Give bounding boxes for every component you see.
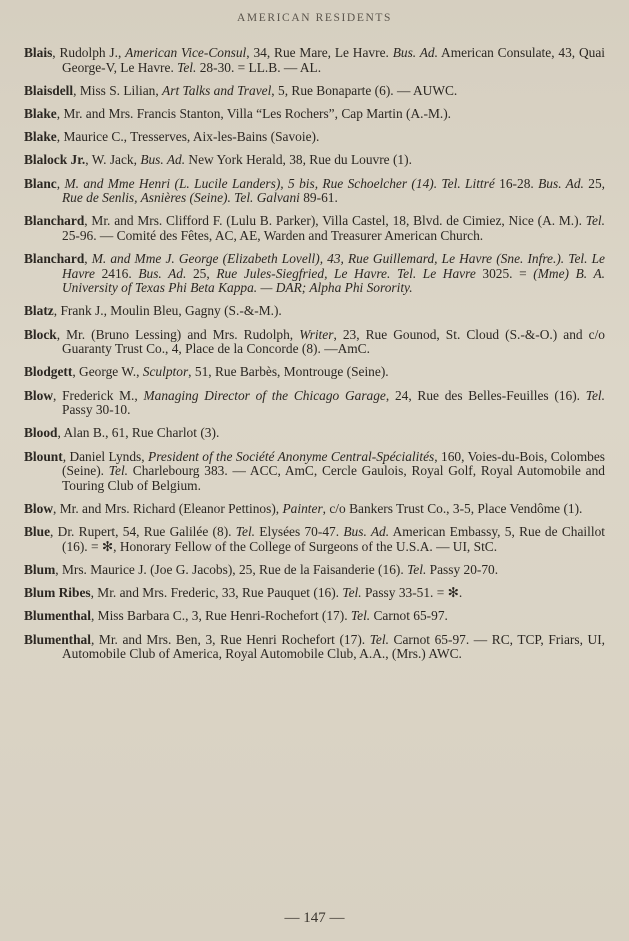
entry-italic-text: M. and Mme J. George (Elizabeth Lovell), 43, Rue Guillemard, Le Havre (Sne. Infre.). Tel. Le Havre xyxy=(62,251,605,281)
entry-italic-text: Tel. xyxy=(585,213,605,229)
entry-text: 2416. xyxy=(94,265,139,281)
entry-italic-text: Tel. xyxy=(108,463,129,479)
entry-italic-text: Tel. xyxy=(350,608,371,624)
entry-text: , Dr. Rupert, 54, Rue Galilée (8). xyxy=(50,524,236,540)
entry-surname: Blais xyxy=(24,45,53,60)
directory-entry xyxy=(24,365,605,380)
entry-text: , Mrs. Maurice J. (Joe G. Jacobs), 25, Rue de la Faisanderie (16). xyxy=(55,561,408,577)
entry-text: , Miss Barbara C., 3, Rue Henri-Rochefort (17). xyxy=(90,608,351,624)
entry-text: , Mr. and Mrs. Frederic, 33, Rue Pauquet (16). xyxy=(90,585,343,601)
directory-entry xyxy=(24,609,605,624)
entry-text: , xyxy=(56,175,65,191)
entry-italic-text: Rue de Senlis, Asnières (Seine). Tel. Galvani xyxy=(62,190,300,206)
entry-italic-text: Bus. Ad. xyxy=(538,175,584,191)
entry-italic-text: Art Talks and Travel xyxy=(162,82,272,98)
directory-entry xyxy=(24,525,605,554)
entry-surname: Blodgett xyxy=(24,364,73,380)
entry-text: Passy 20-70. xyxy=(426,561,499,577)
entry-italic-text: Sculptor xyxy=(142,364,189,380)
directory-entry xyxy=(24,84,605,99)
entry-text: New York Herald, 38, Rue du Louvre (1). xyxy=(185,152,412,168)
entry-text: American Embassy, 5, Rue de Chaillot (16). = ✻, Honorary Fellow of the College of Surgeons of the U.S.A. — UI, StC. xyxy=(62,524,605,554)
entry-text: 28-30. = LL.B. — AL. xyxy=(196,59,322,75)
entry-text: , 34, Rue Mare, Le Havre. xyxy=(246,45,393,60)
entry-surname: Blumenthal xyxy=(24,608,91,624)
entry-surname: Blow xyxy=(24,500,54,516)
directory-entry xyxy=(24,107,605,122)
entry-italic-text: Tel. xyxy=(369,631,389,647)
entry-text: 3025. = xyxy=(475,265,534,281)
entry-text: , 160, Voies-du-Bois, Colombes (Seine). xyxy=(62,448,606,479)
entry-text: , Mr. and Mrs. Ben, 3, Rue Henri Rochefort (17). xyxy=(90,631,370,647)
entry-text: , Maurice C., Tresserves, Aix-les-Bains (Savoie). xyxy=(56,129,320,145)
entry-italic-text: Tel. xyxy=(342,585,362,601)
running-head: AMERICAN RESIDENTS xyxy=(237,12,392,24)
entry-text: , 23, Rue Gounod, St. Cloud (S.-&-O.) and c/o Guaranty Trust Co., 4, Place de la Concorde (8). —AmC. xyxy=(62,326,605,357)
entry-surname: Block xyxy=(24,326,57,342)
entry-surname: Blount xyxy=(24,448,63,464)
entry-text: 25, xyxy=(186,265,217,281)
entry-surname: Blumenthal xyxy=(24,631,91,647)
entry-text: , Daniel Lynds, xyxy=(62,448,149,464)
directory-entry xyxy=(24,304,605,319)
directory-entry xyxy=(24,214,605,243)
entry-text: , Rudolph J., xyxy=(52,45,126,60)
directory-entry xyxy=(24,450,605,494)
entry-italic-text: Bus. Ad. xyxy=(392,45,438,60)
entry-text: , Mr. and Mrs. Clifford F. (Lulu B. Parker), Villa Castel, 18, Blvd. de Cimiez, Nice (A. M.). xyxy=(84,213,586,229)
entry-text: , c/o Bankers Trust Co., 3-5, Place Vendôme (1). xyxy=(322,500,583,516)
entry-text: , Mr. and Mrs. Francis Stanton, Villa “Les Rochers”, Cap Martin (A.-M.). xyxy=(56,105,452,121)
entry-surname: Blake xyxy=(24,105,57,121)
entry-italic-text: Painter xyxy=(282,500,323,516)
entry-surname: Blue xyxy=(24,524,51,540)
entry-text: , xyxy=(84,251,92,267)
entry-surname: Blood xyxy=(24,425,58,441)
entry-italic-text: Tel. xyxy=(235,524,256,540)
directory-entry xyxy=(24,633,605,662)
entry-surname: Blum Ribes xyxy=(24,585,91,601)
entry-text: Elysées 70-47. xyxy=(255,524,344,540)
entry-surname: Blake xyxy=(24,129,57,145)
entry-text: 16-28. xyxy=(494,175,539,191)
entry-italic-text: Writer xyxy=(299,326,334,342)
entry-text: , George W., xyxy=(72,364,143,380)
entry-italic-text: Tel. xyxy=(585,387,605,403)
directory-entry xyxy=(24,389,605,418)
entry-italic-text: American Vice-Consul xyxy=(125,45,247,60)
entry-surname: Blaisdell xyxy=(24,82,74,98)
entry-italic-text: M. and Mme Henri (L. Lucile Landers), 5 bis, Rue Schoelcher (14). Tel. Littré xyxy=(64,175,495,191)
entry-text: Passy 30-10. xyxy=(62,402,131,418)
entry-italic-text: Tel. xyxy=(177,59,197,75)
directory-entry xyxy=(24,252,605,296)
entry-surname: Blanc xyxy=(24,175,57,191)
entry-surname: Blum xyxy=(24,561,56,577)
entry-text: , Frank J., Moulin Bleu, Gagny (S.-&-M.). xyxy=(53,303,282,319)
entry-italic-text: President of the Société Anonyme Central-Spécialités xyxy=(148,448,435,464)
entry-text: 25, xyxy=(583,175,605,191)
entry-text: Passy 33-51. = ✻. xyxy=(361,585,463,601)
entry-text: , Miss S. Lilian, xyxy=(73,82,163,98)
entry-text: Charlebourg 383. — ACC, AmC, Cercle Gaulois, Royal Golf, Royal Automobile and Touring Club of Belgium. xyxy=(62,463,605,493)
entry-surname: Blatz xyxy=(24,303,54,319)
directory-entry xyxy=(24,328,605,357)
entry-text: 25-96. — Comité des Fêtes, AC, AE, Warden and Treasurer American Church. xyxy=(62,227,484,243)
entry-surname: Blanchard xyxy=(24,251,85,267)
directory-entry xyxy=(24,426,605,441)
directory-entry xyxy=(24,177,605,206)
directory-entry xyxy=(24,563,605,578)
directory-entry xyxy=(24,586,605,601)
entry-text: 89-61. xyxy=(299,190,338,206)
entry-text: , Mr. and Mrs. Richard (Eleanor Pettinos), xyxy=(53,500,283,516)
directory-entry xyxy=(24,46,605,75)
entry-text: Carnot 65-97. xyxy=(370,608,448,624)
entry-italic-text: Bus. Ad. xyxy=(138,265,187,281)
directory-entry xyxy=(24,502,605,517)
entry-text: , 24, Rue des Belles-Feuilles (16). xyxy=(385,387,586,403)
entry-surname: Blalock Jr. xyxy=(24,152,86,168)
entry-italic-text: Managing Director of the Chicago Garage xyxy=(143,387,386,403)
entry-surname: Blanchard xyxy=(24,213,85,229)
entry-list xyxy=(24,46,605,662)
entry-text: , Mr. (Bruno Lessing) and Mrs. Rudolph, xyxy=(56,326,300,342)
entry-text: , 5, Rue Bonaparte (6). — AUWC. xyxy=(271,82,458,98)
entry-italic-text: (Mme) B. A. University of Texas Phi Beta Kappa. — DAR; Alpha Phi Sorority. xyxy=(62,265,605,296)
entry-text: American Consulate, 43, Quai George-V, Le Havre. xyxy=(62,45,606,75)
entry-italic-text: Bus. Ad. xyxy=(140,152,186,168)
entry-italic-text: Bus. Ad. xyxy=(343,524,390,540)
page-number: — 147 — xyxy=(284,910,345,926)
entry-text: Carnot 65-97. — RC, TCP, Friars, UI, Automobile Club of America, Royal Automobile Club, A.A., (Mrs.) AWC. xyxy=(62,631,605,662)
entry-text: , W. Jack, xyxy=(85,152,141,168)
entry-surname: Blow xyxy=(24,387,54,403)
entry-text: , Alan B., 61, Rue Charlot (3). xyxy=(57,425,220,441)
directory-entry xyxy=(24,130,605,145)
directory-entry xyxy=(24,153,605,168)
entry-italic-text: Tel. xyxy=(407,561,427,577)
entry-italic-text: Rue Jules-Siegfried, Le Havre. Tel. Le Havre xyxy=(216,265,476,281)
entry-text: , Frederick M., xyxy=(53,387,144,403)
entry-text: , 51, Rue Barbès, Montrouge (Seine). xyxy=(188,364,389,380)
